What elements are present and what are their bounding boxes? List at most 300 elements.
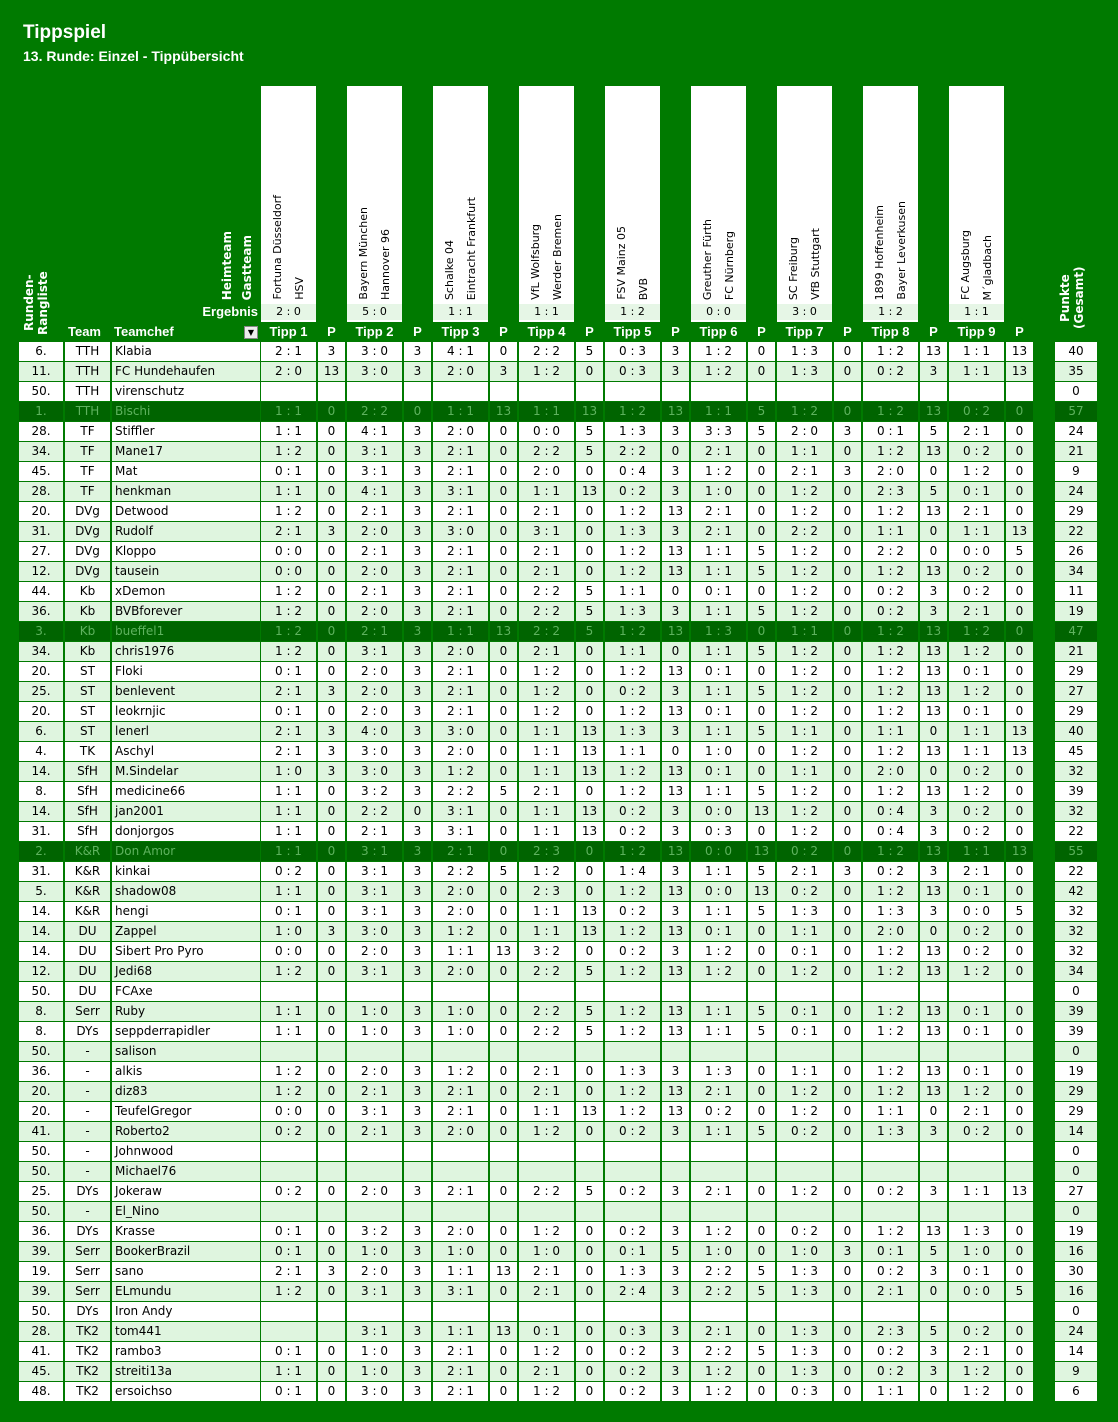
table-row[interactable]	[0, 422, 1118, 442]
tipp-column-header: Tipp 4	[527, 324, 566, 339]
points-cell	[318, 1142, 345, 1161]
table-row[interactable]	[0, 1362, 1118, 1382]
points-cell: 0	[1006, 1322, 1033, 1341]
table-row[interactable]	[0, 1262, 1118, 1282]
table-row[interactable]	[0, 962, 1118, 982]
teamchef-cell: El_Nino	[112, 1202, 260, 1221]
table-row[interactable]	[0, 982, 1118, 1002]
rangliste-label: Runden-Rangliste	[22, 271, 50, 335]
tipp-cell: 0 : 2	[777, 1222, 832, 1241]
teamchef-cell: medicine66	[112, 782, 260, 801]
points-cell: 3	[662, 602, 689, 621]
total-points-cell: 45	[1055, 742, 1097, 761]
tipp-cell: 2 : 1	[261, 1262, 316, 1281]
points-cell: 13	[576, 822, 603, 841]
points-cell: 3	[662, 802, 689, 821]
points-cell: 3	[404, 1062, 431, 1081]
tipp-cell: 1 : 2	[605, 662, 660, 681]
points-cell: 0	[834, 1122, 861, 1141]
rank-cell: 1.	[19, 402, 63, 421]
table-row[interactable]	[0, 402, 1118, 422]
away-team-label: Werder Bremen	[551, 213, 564, 300]
points-cell: 0	[318, 1382, 345, 1401]
points-cell: 5	[576, 442, 603, 461]
tipp-cell: 1 : 2	[605, 702, 660, 721]
points-cell: 0	[404, 802, 431, 821]
team-cell: -	[65, 1062, 110, 1081]
points-cell: 0	[834, 902, 861, 921]
teamchef-cell: tom441	[112, 1322, 260, 1341]
tipp-cell: 2 : 1	[519, 1262, 574, 1281]
table-row[interactable]	[0, 642, 1118, 662]
tipp-cell: 1 : 3	[863, 1122, 918, 1141]
points-cell: 13	[490, 1322, 517, 1341]
points-cell: 5	[748, 902, 775, 921]
tipp-cell: 0 : 1	[863, 1242, 918, 1261]
points-cell: 0	[490, 1102, 517, 1121]
tipp-cell: 2 : 1	[949, 862, 1004, 881]
rank-cell: 14.	[19, 802, 63, 821]
points-cell: 0	[748, 482, 775, 501]
tipp-cell	[261, 1302, 316, 1321]
table-row[interactable]	[0, 822, 1118, 842]
tipp-cell: 1 : 3	[605, 522, 660, 541]
points-cell: 0	[490, 442, 517, 461]
teamchef-cell: Sibert Pro Pyro	[112, 942, 260, 961]
points-cell	[490, 1162, 517, 1181]
table-row[interactable]	[0, 482, 1118, 502]
points-cell: 0	[1006, 442, 1033, 461]
table-row[interactable]	[0, 1242, 1118, 1262]
away-team-label: M´gladbach	[981, 234, 994, 300]
total-points-cell: 24	[1055, 422, 1097, 441]
table-row[interactable]	[0, 382, 1118, 402]
rank-cell: 25.	[19, 1182, 63, 1201]
tipp-cell: 2 : 1	[433, 562, 488, 581]
teamchef-cell: benlevent	[112, 682, 260, 701]
table-row[interactable]	[0, 502, 1118, 522]
match-header-panel	[347, 86, 402, 322]
table-row[interactable]	[0, 1222, 1118, 1242]
points-cell: 3	[662, 422, 689, 441]
team-cell: TTH	[65, 382, 110, 401]
table-row[interactable]	[0, 882, 1118, 902]
table-row[interactable]	[0, 522, 1118, 542]
table-row[interactable]	[0, 722, 1118, 742]
points-cell: 3	[404, 1322, 431, 1341]
table-row[interactable]	[0, 462, 1118, 482]
points-cell: 3	[662, 722, 689, 741]
points-cell	[920, 382, 947, 401]
teamchef-cell: jan2001	[112, 802, 260, 821]
table-row[interactable]	[0, 942, 1118, 962]
points-cell	[834, 1162, 861, 1181]
table-row[interactable]	[0, 562, 1118, 582]
points-cell: 3	[404, 682, 431, 701]
teamchef-cell: Jedi68	[112, 962, 260, 981]
rank-cell: 14.	[19, 762, 63, 781]
points-cell: 3	[404, 1382, 431, 1401]
points-cell: 0	[834, 1322, 861, 1341]
points-cell: 5	[576, 422, 603, 441]
tipp-cell: 1 : 0	[519, 1242, 574, 1261]
points-cell	[490, 1202, 517, 1221]
table-row[interactable]	[0, 1202, 1118, 1222]
points-cell: 5	[576, 342, 603, 361]
tipp-cell: 0 : 4	[863, 802, 918, 821]
team-cell: -	[65, 1082, 110, 1101]
tipp-cell: 2 : 2	[777, 522, 832, 541]
tipp-cell: 2 : 0	[433, 742, 488, 761]
points-cell: 0	[318, 902, 345, 921]
tipp-cell: 2 : 1	[433, 1362, 488, 1381]
tipp-cell: 1 : 3	[691, 622, 746, 641]
points-cell: 0	[576, 1082, 603, 1101]
tipp-cell: 2 : 0	[347, 602, 402, 621]
table-row[interactable]	[0, 1142, 1118, 1162]
tipp-cell: 2 : 1	[347, 542, 402, 561]
points-cell: 13	[920, 562, 947, 581]
points-cell: 0	[1006, 662, 1033, 681]
points-cell	[404, 382, 431, 401]
table-row[interactable]	[0, 362, 1118, 382]
total-points-cell: 29	[1055, 1102, 1097, 1121]
points-cell: 0	[1006, 1062, 1033, 1081]
team-cell: TTH	[65, 362, 110, 381]
tipp-cell: 2 : 2	[519, 602, 574, 621]
tipp-cell: 1 : 2	[777, 542, 832, 561]
points-cell: 0	[576, 542, 603, 561]
tipp-cell: 1 : 2	[863, 562, 918, 581]
points-cell: 5	[1006, 902, 1033, 921]
points-cell: 0	[318, 502, 345, 521]
tipp-cell: 4 : 1	[347, 422, 402, 441]
points-cell: 0	[1006, 622, 1033, 641]
points-cell: 13	[576, 1102, 603, 1121]
table-row[interactable]	[0, 582, 1118, 602]
points-cell: 0	[662, 742, 689, 761]
points-cell	[576, 982, 603, 1001]
tipp-cell	[261, 1162, 316, 1181]
teamchef-cell: salison	[112, 1042, 260, 1061]
table-row[interactable]	[0, 1382, 1118, 1402]
table-row[interactable]	[0, 922, 1118, 942]
tipp-cell: 2 : 1	[519, 502, 574, 521]
tipp-cell: 1 : 2	[777, 602, 832, 621]
tipp-cell: 3 : 1	[347, 882, 402, 901]
tipp-cell: 2 : 1	[519, 782, 574, 801]
rank-cell: 50.	[19, 1202, 63, 1221]
points-cell	[576, 1202, 603, 1221]
points-cell: 3	[404, 542, 431, 561]
tipp-cell: 0 : 0	[691, 882, 746, 901]
tipp-cell: 0 : 0	[949, 1282, 1004, 1301]
points-cell: 0	[318, 782, 345, 801]
team-cell: DVg	[65, 502, 110, 521]
tipp-cell: 0 : 0	[949, 542, 1004, 561]
points-cell: 0	[318, 482, 345, 501]
tipp-cell: 1 : 2	[777, 962, 832, 981]
match-header-panel	[261, 86, 316, 322]
table-row[interactable]	[0, 342, 1118, 362]
total-points-cell: 22	[1055, 822, 1097, 841]
tipp-cell: 1 : 1	[519, 922, 574, 941]
tipp-cell: 3 : 1	[347, 1322, 402, 1341]
points-cell: 5	[748, 1122, 775, 1141]
team-cell: TTH	[65, 342, 110, 361]
tipp-cell: 4 : 1	[347, 482, 402, 501]
team-cell: TF	[65, 462, 110, 481]
tipp-cell	[949, 1162, 1004, 1181]
tipp-cell: 2 : 0	[433, 1222, 488, 1241]
tipp-cell: 1 : 2	[519, 1342, 574, 1361]
points-cell: 0	[920, 1382, 947, 1401]
tipp-cell: 3 : 2	[519, 942, 574, 961]
points-cell: 3	[404, 942, 431, 961]
tipp-cell: 3 : 1	[347, 862, 402, 881]
points-cell: 5	[748, 562, 775, 581]
tipp-cell: 2 : 2	[519, 1002, 574, 1021]
tipp-cell: 2 : 0	[863, 462, 918, 481]
points-cell: 5	[748, 1282, 775, 1301]
points-cell: 5	[576, 622, 603, 641]
tipp-cell: 1 : 1	[863, 1102, 918, 1121]
table-row[interactable]	[0, 1302, 1118, 1322]
points-cell: 0	[834, 822, 861, 841]
team-cell: DYs	[65, 1302, 110, 1321]
tipp-cell: 3 : 0	[433, 522, 488, 541]
tipp-cell: 1 : 2	[261, 1082, 316, 1101]
points-cell: 13	[490, 622, 517, 641]
tipp-cell	[519, 382, 574, 401]
table-row[interactable]	[0, 542, 1118, 562]
points-cell: 5	[748, 1262, 775, 1281]
total-points-cell: 0	[1055, 1042, 1097, 1061]
points-cell: 0	[490, 602, 517, 621]
tipp-cell: 1 : 2	[605, 882, 660, 901]
points-cell: 0	[318, 1342, 345, 1361]
tipp-cell: 1 : 2	[605, 762, 660, 781]
table-row[interactable]	[0, 682, 1118, 702]
points-cell: 3	[834, 862, 861, 881]
tipp-cell: 3 : 1	[433, 822, 488, 841]
tipp-cell: 1 : 2	[863, 1022, 918, 1041]
tipp-cell	[519, 1302, 574, 1321]
tipp-cell	[433, 1162, 488, 1181]
table-row[interactable]	[0, 442, 1118, 462]
rank-cell: 20.	[19, 502, 63, 521]
points-cell: 5	[920, 1322, 947, 1341]
tipp-cell: 0 : 2	[605, 1342, 660, 1361]
table-body	[0, 342, 1118, 1402]
tipp-cell: 2 : 1	[949, 1342, 1004, 1361]
table-row[interactable]	[0, 1342, 1118, 1362]
points-cell: 3	[318, 762, 345, 781]
rank-cell: 6.	[19, 722, 63, 741]
points-cell	[318, 982, 345, 1001]
points-cell: 5	[576, 602, 603, 621]
points-cell	[1006, 1162, 1033, 1181]
points-cell: 13	[920, 1222, 947, 1241]
dropdown-filter-icon[interactable]: ▼	[244, 326, 258, 339]
tipp-cell: 2 : 1	[347, 822, 402, 841]
tipp-cell: 2 : 0	[519, 462, 574, 481]
table-row[interactable]	[0, 1162, 1118, 1182]
points-cell: 3	[404, 902, 431, 921]
points-cell: 13	[920, 342, 947, 361]
points-cell: 0	[318, 1002, 345, 1021]
points-cell: 0	[490, 462, 517, 481]
tipp-cell	[261, 982, 316, 1001]
table-row[interactable]	[0, 1082, 1118, 1102]
points-cell: 3	[834, 1242, 861, 1261]
points-cell: 13	[748, 802, 775, 821]
tipp-cell: 2 : 1	[433, 682, 488, 701]
tipp-cell: 0 : 1	[691, 922, 746, 941]
points-cell: 3	[662, 362, 689, 381]
tipp-cell: 1 : 1	[519, 822, 574, 841]
points-cell: 13	[662, 562, 689, 581]
table-row[interactable]	[0, 862, 1118, 882]
points-column-header: P	[929, 324, 938, 339]
points-cell: 0	[834, 342, 861, 361]
points-cell: 5	[576, 1182, 603, 1201]
table-row[interactable]	[0, 602, 1118, 622]
tipp-cell: 1 : 1	[691, 642, 746, 661]
tipp-cell: 2 : 1	[691, 442, 746, 461]
points-cell: 0	[318, 662, 345, 681]
table-row[interactable]	[0, 742, 1118, 762]
tipp-cell: 0 : 1	[261, 1382, 316, 1401]
total-points-cell: 21	[1055, 442, 1097, 461]
points-cell: 0	[318, 962, 345, 981]
tipp-cell: 1 : 3	[777, 1322, 832, 1341]
tipp-cell	[433, 1302, 488, 1321]
total-points-cell: 24	[1055, 482, 1097, 501]
tipp-cell: 0 : 1	[261, 662, 316, 681]
tipp-cell: 1 : 1	[691, 902, 746, 921]
points-cell: 0	[834, 1082, 861, 1101]
tipp-cell	[863, 382, 918, 401]
table-row[interactable]	[0, 1322, 1118, 1342]
tipp-cell: 2 : 1	[433, 842, 488, 861]
tipp-cell: 0 : 2	[863, 1262, 918, 1281]
table-row[interactable]	[0, 1282, 1118, 1302]
table-row[interactable]	[0, 1062, 1118, 1082]
table-row[interactable]	[0, 1002, 1118, 1022]
tipp-cell: 1 : 1	[949, 1182, 1004, 1201]
table-row[interactable]	[0, 1022, 1118, 1042]
tipp-cell: 0 : 2	[949, 1322, 1004, 1341]
teamchef-cell: hengi	[112, 902, 260, 921]
tipp-cell: 2 : 2	[691, 1282, 746, 1301]
points-cell	[404, 982, 431, 1001]
tipp-cell	[605, 1042, 660, 1061]
points-cell: 13	[920, 1062, 947, 1081]
points-cell: 0	[576, 522, 603, 541]
tipp-cell: 1 : 2	[949, 642, 1004, 661]
table-row[interactable]	[0, 1042, 1118, 1062]
points-cell: 0	[1006, 1102, 1033, 1121]
points-cell: 5	[490, 782, 517, 801]
table-row[interactable]	[0, 1182, 1118, 1202]
tipp-cell: 2 : 1	[949, 1102, 1004, 1121]
points-cell	[490, 1302, 517, 1321]
team-cell: Kb	[65, 582, 110, 601]
points-cell: 3	[404, 1182, 431, 1201]
table-row[interactable]	[0, 902, 1118, 922]
rank-cell: 45.	[19, 1362, 63, 1381]
total-points-cell: 35	[1055, 362, 1097, 381]
tipp-cell: 0 : 2	[777, 1122, 832, 1141]
points-cell: 0	[490, 1342, 517, 1361]
points-cell: 3	[404, 962, 431, 981]
tipp-cell: 3 : 1	[347, 902, 402, 921]
rank-cell: 20.	[19, 1082, 63, 1101]
tipp-cell: 0 : 2	[949, 402, 1004, 421]
team-cell: TK2	[65, 1362, 110, 1381]
table-row[interactable]	[0, 662, 1118, 682]
points-cell: 13	[662, 542, 689, 561]
points-cell: 3	[404, 1082, 431, 1101]
rank-cell: 4.	[19, 742, 63, 761]
table-row[interactable]	[0, 1102, 1118, 1122]
tipp-cell: 1 : 4	[605, 862, 660, 881]
team-cell: DU	[65, 922, 110, 941]
tipp-cell	[949, 1202, 1004, 1221]
tipp-cell: 2 : 0	[347, 942, 402, 961]
team-cell: -	[65, 1042, 110, 1061]
points-cell: 3	[662, 482, 689, 501]
tipp-cell: 1 : 2	[777, 1082, 832, 1101]
table-row[interactable]	[0, 762, 1118, 782]
rank-cell: 36.	[19, 1222, 63, 1241]
points-column-header: P	[585, 324, 594, 339]
tipp-cell	[519, 1142, 574, 1161]
tipp-cell: 1 : 0	[949, 1242, 1004, 1261]
points-cell: 3	[404, 482, 431, 501]
points-cell: 3	[920, 802, 947, 821]
table-row[interactable]	[0, 702, 1118, 722]
points-column-header: P	[843, 324, 852, 339]
points-cell: 0	[834, 502, 861, 521]
rank-cell: 44.	[19, 582, 63, 601]
tipp-cell: 1 : 0	[691, 1242, 746, 1261]
total-points-cell: 32	[1055, 942, 1097, 961]
points-cell: 3	[920, 582, 947, 601]
total-points-cell: 39	[1055, 1002, 1097, 1021]
total-points-cell: 24	[1055, 1322, 1097, 1341]
tipp-column-header: Tipp 8	[871, 324, 910, 339]
tipp-cell: 1 : 1	[261, 1002, 316, 1021]
points-cell: 0	[834, 882, 861, 901]
table-row[interactable]	[0, 1122, 1118, 1142]
tipp-cell	[777, 1202, 832, 1221]
tipp-cell: 2 : 1	[433, 1342, 488, 1361]
tipp-cell: 0 : 4	[605, 462, 660, 481]
table-row[interactable]	[0, 782, 1118, 802]
table-row[interactable]	[0, 842, 1118, 862]
points-cell: 13	[920, 702, 947, 721]
tipp-cell: 2 : 1	[519, 642, 574, 661]
table-row[interactable]	[0, 622, 1118, 642]
tipp-cell: 1 : 1	[433, 1262, 488, 1281]
table-row[interactable]	[0, 802, 1118, 822]
points-cell: 0	[834, 1262, 861, 1281]
team-cell: SfH	[65, 802, 110, 821]
tipp-cell	[433, 1202, 488, 1221]
tipp-cell: 3 : 1	[347, 462, 402, 481]
